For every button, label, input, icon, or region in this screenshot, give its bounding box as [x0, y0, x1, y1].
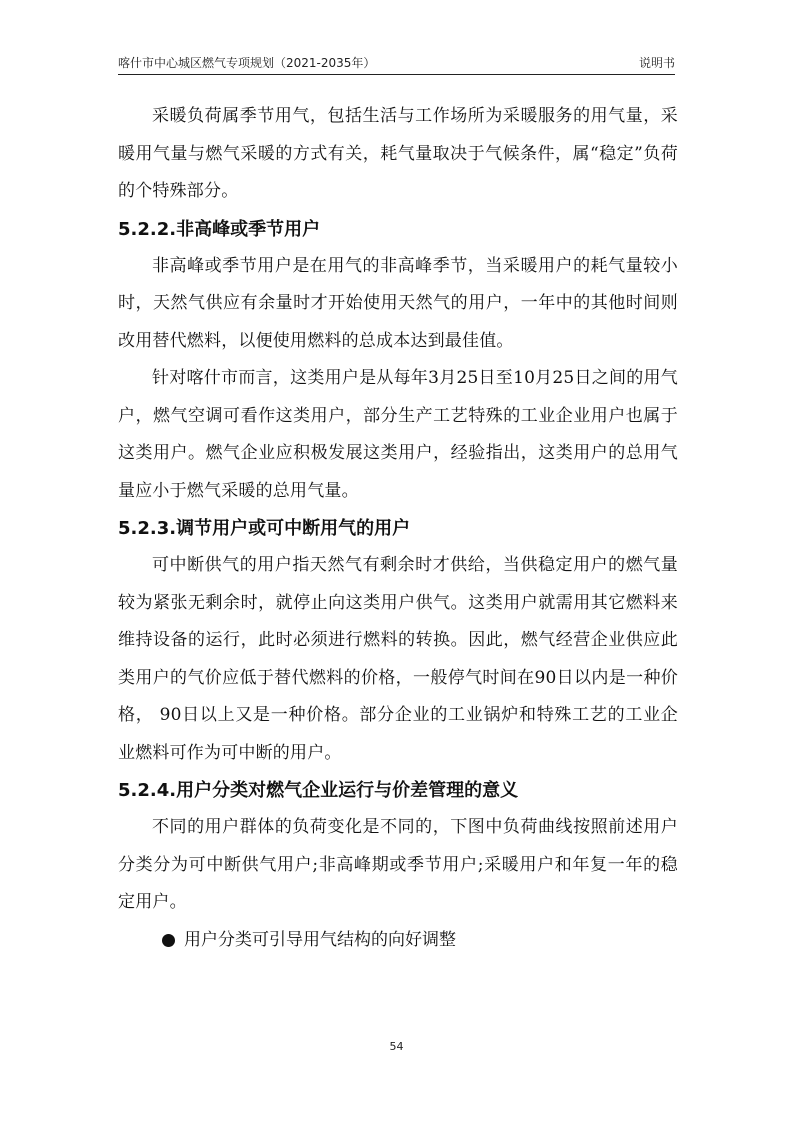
- paragraph-load-curve: 不同的用户群体的负荷变化是不同的，下图中负荷曲线按照前述用户分类分为可中断供气用户;非高峰期或季节用户;采暖用户和年复一年的稳定用户。: [118, 817, 678, 912]
- page-number: 54: [389, 1040, 404, 1053]
- section-heading-5-2-2: 5.2.2.非高峰或季节用户: [118, 218, 321, 240]
- header-title: 喀什市中心城区燃气专项规划（2021-2035年）: [118, 56, 376, 70]
- bullet-text: 用户分类可引导用气结构的向好调整: [184, 929, 456, 950]
- page-header: [118, 48, 675, 75]
- bullet-item: [118, 922, 678, 960]
- page-content: [118, 98, 678, 959]
- section-heading-5-2-3: 5.2.3.调节用户或可中断用气的用户: [118, 518, 411, 539]
- paragraph-off-peak-users: 非高峰或季节用户是在用气的非高峰季节，当采暖用户的耗气量较小时，天然气供应有余量时才开始使用天然气的用户，一年中的其他时间则改用替代燃料，以便使用燃料的总成本达到最佳值。: [118, 255, 678, 351]
- paragraph-heating-load: 采暖负荷属季节用气，包括生活与工作场所为采暖服务的用气量，采暖用气量与燃气采暖的方式有关，耗气量取决于气候条件，属“稳定”负荷的个特殊部分。: [118, 106, 678, 201]
- header-doc-type: 说明书: [638, 56, 675, 70]
- bullet-dot-icon: [162, 934, 175, 947]
- section-heading-5-2-4: 5.2.4.用户分类对燃气企业运行与价差管理的意义: [118, 780, 519, 801]
- paragraph-interruptible-users: 可中断供气的用户指天然气有剩余时才供给，当供稳定用户的燃气量较为紧张无剩余时，就停止向这类用户供气。这类用户就需用其它燃料来维持设备的运行，此时必须进行燃料的转换。因此，燃气经营企业供应此类用户的气价应低于替代燃料的价格，一般停气时间在90日以内是一种价格， 90日以上又是一种价格。部分企业的工业锅炉和特殊工艺的工业企业燃料可作为可中断的用户。: [118, 555, 678, 763]
- paragraph-kashgar-users: 针对喀什市而言，这类用户是从每年3月25日至10月25日之间的用气户，燃气空调可看作这类用户，部分生产工艺特殊的工业企业用户也属于这类用户。燃气企业应积极发展这类用户，经验指出，这类用户的总用气量应小于燃气采暖的总用气量。: [118, 368, 678, 501]
